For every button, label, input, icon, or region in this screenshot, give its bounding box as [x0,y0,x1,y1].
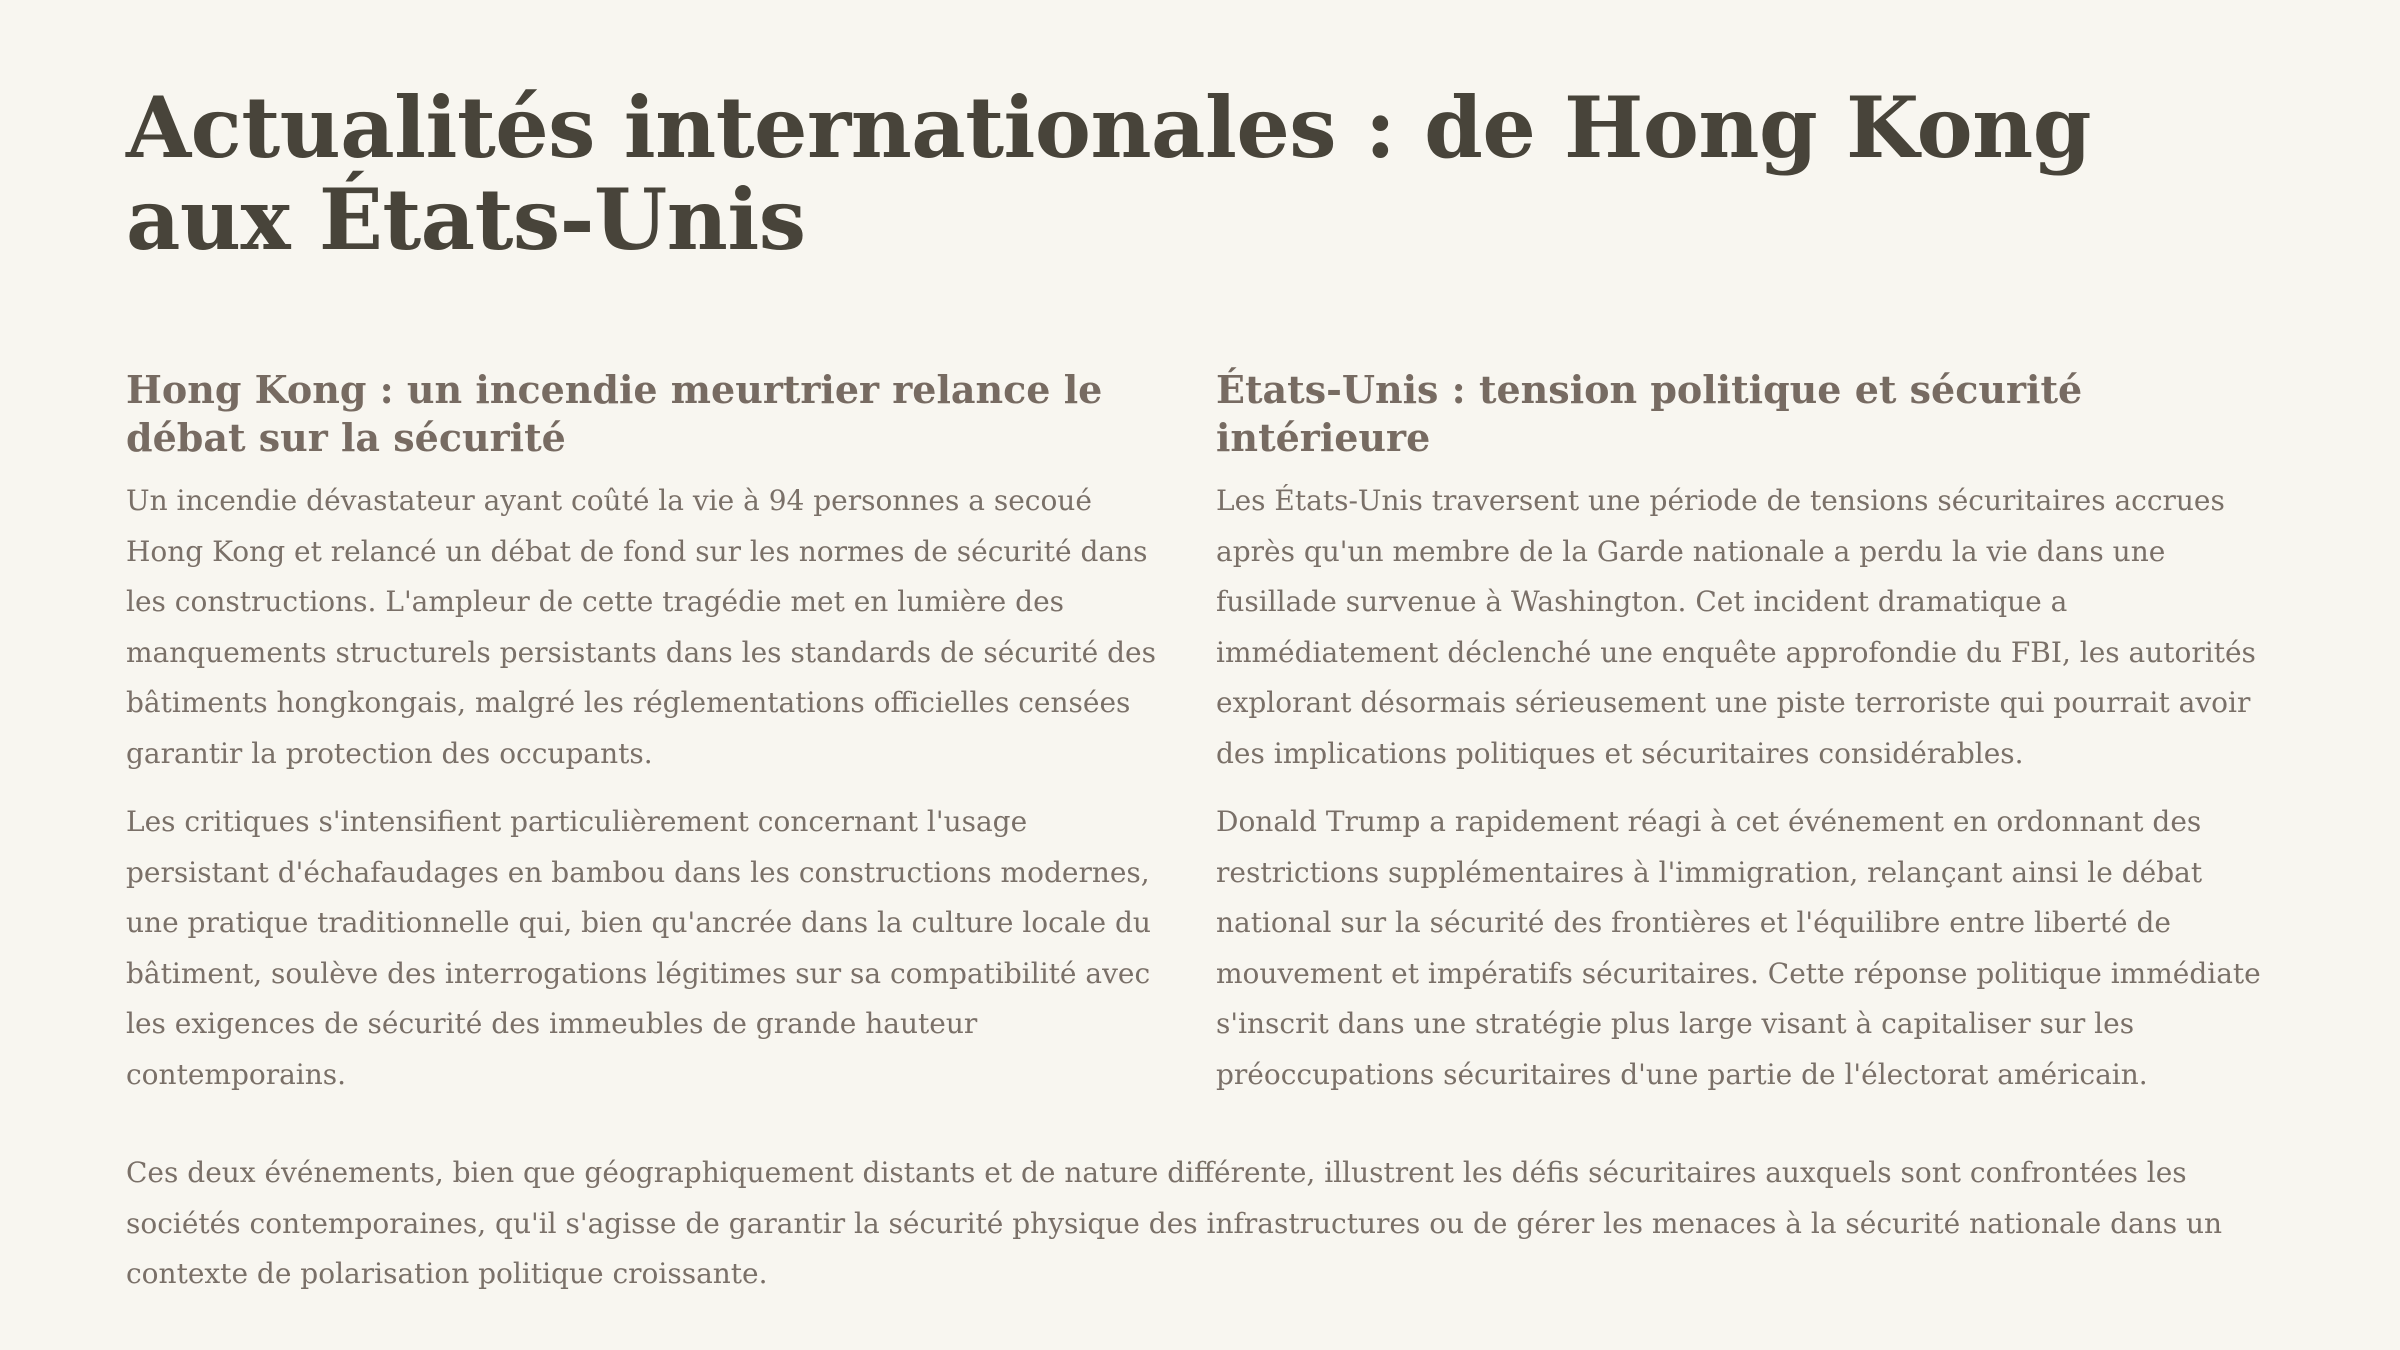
section-hong-kong [126,366,1171,1118]
section-etats-unis [1216,366,2266,1118]
section-heading: États-Unis : tension politique et sécurité intérieure [1216,367,2083,460]
section-paragraph: Les critiques s'intensifient particulièrement concernant l'usage persistant d'échafaudages en bambou dans les constructions modernes, une pratique traditionnelle qui, bien qu'ancrée dans la culture locale du bâtiment, soulève des interrogations légitimes sur sa compatibilité avec les exigences de sécurité des immeubles de grande hauteur contemporains. [126,805,1151,1091]
section-paragraph: Donald Trump a rapidement réagi à cet événement en ordonnant des restrictions supplémentaires à l'immigration, relançant ainsi le débat national sur la sécurité des frontières et l'équilibre entre liberté de mouvement et impératifs sécuritaires. Cette réponse politique immédiate s'inscrit dans une stratégie plus large visant à capitaliser sur les préoccupations sécuritaires d'une partie de l'électorat américain. [1216,805,2261,1091]
section-paragraph: Les États-Unis traversent une période de tensions sécuritaires accrues après qu'un membre de la Garde nationale a perdu la vie dans une fusillade survenue à Washington. Cet incident dramatique a immédiatement déclenché une enquête approfondie du FBI, les autorités explorant désormais sérieusement une piste terroriste qui pourrait avoir des implications politiques et sécuritaires considérables. [1216,484,2256,770]
section-paragraph: Un incendie dévastateur ayant coûté la vie à 94 personnes a secoué Hong Kong et relancé un débat de fond sur les normes de sécurité dans les constructions. L'ampleur de cette tragédie met en lumière des manquements structurels persistants dans les standards de sécurité des bâtiments hongkongais, malgré les réglementations officielles censées garantir la protection des occupants. [126,484,1156,770]
article-columns [126,366,2266,1118]
page-title: Actualités internationales : de Hong Kong aux États-Unis [126,78,2091,269]
section-heading: Hong Kong : un incendie meurtrier relance le débat sur la sécurité [126,367,1103,460]
conclusion-paragraph: Ces deux événements, bien que géographiquement distants et de nature différente, illustrent les défis sécuritaires auxquels sont confrontées les sociétés contemporaines, qu'il s'agisse de garantir la sécurité physique des infrastructures ou de gérer les menaces à la sécurité nationale dans un contexte de polarisation politique croissante. [126,1156,2223,1290]
